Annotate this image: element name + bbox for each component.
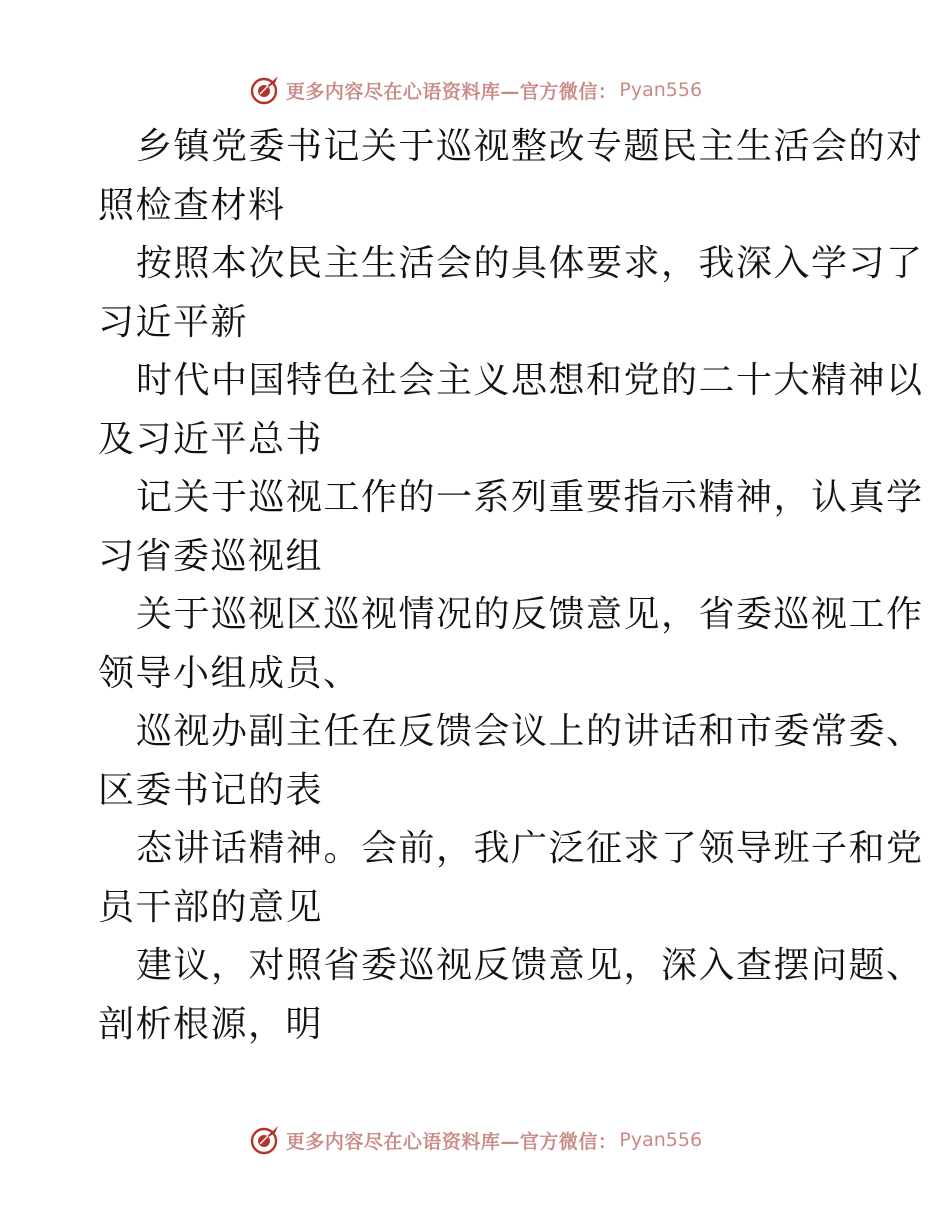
paragraph-line: 态讲话精神。会前，我广泛征求了领导班子和党 [136, 828, 924, 869]
header-promo-text: 更多内容尽在心语资料库—官方微信： [285, 80, 618, 103]
quill-pen-logo-icon [248, 1124, 280, 1156]
paragraph-line: 习省委巡视组 [98, 535, 324, 577]
document-title-line-2: 照检查材料 [98, 184, 286, 226]
footer-wechat-id: Pyan556 [619, 1129, 703, 1151]
paragraph-line: 建议，对照省委巡视反馈意见，深入查摆问题、 [136, 945, 924, 986]
document-body [98, 118, 924, 1054]
paragraph-line: 习近平新 [98, 301, 249, 343]
footer-promo-text: 更多内容尽在心语资料库—官方微信： [285, 1130, 618, 1153]
paragraph-line: 员干部的意见 [98, 886, 324, 928]
header-banner [0, 72, 950, 108]
paragraph-line: 剖析根源，明 [98, 1003, 324, 1045]
paragraph-line: 区委书记的表 [98, 769, 324, 811]
paragraph-line: 巡视办副主任在反馈会议上的讲话和市委常委、 [136, 711, 924, 752]
quill-pen-logo-icon [248, 74, 280, 106]
footer-banner [0, 1122, 950, 1158]
paragraph-line: 记关于巡视工作的一系列重要指示精神，认真学 [136, 477, 924, 518]
paragraph-line: 关于巡视区巡视情况的反馈意见，省委巡视工作 [136, 594, 924, 635]
paragraph-line: 时代中国特色社会主义思想和党的二十大精神以 [136, 360, 924, 401]
paragraph-line: 及习近平总书 [98, 418, 324, 460]
header-wechat-id: Pyan556 [619, 79, 703, 101]
paragraph-line: 领导小组成员、 [98, 652, 361, 694]
document-title-line-1: 乡镇党委书记关于巡视整改专题民主生活会的对 [136, 126, 924, 167]
paragraph-line: 按照本次民主生活会的具体要求，我深入学习了 [136, 243, 924, 284]
